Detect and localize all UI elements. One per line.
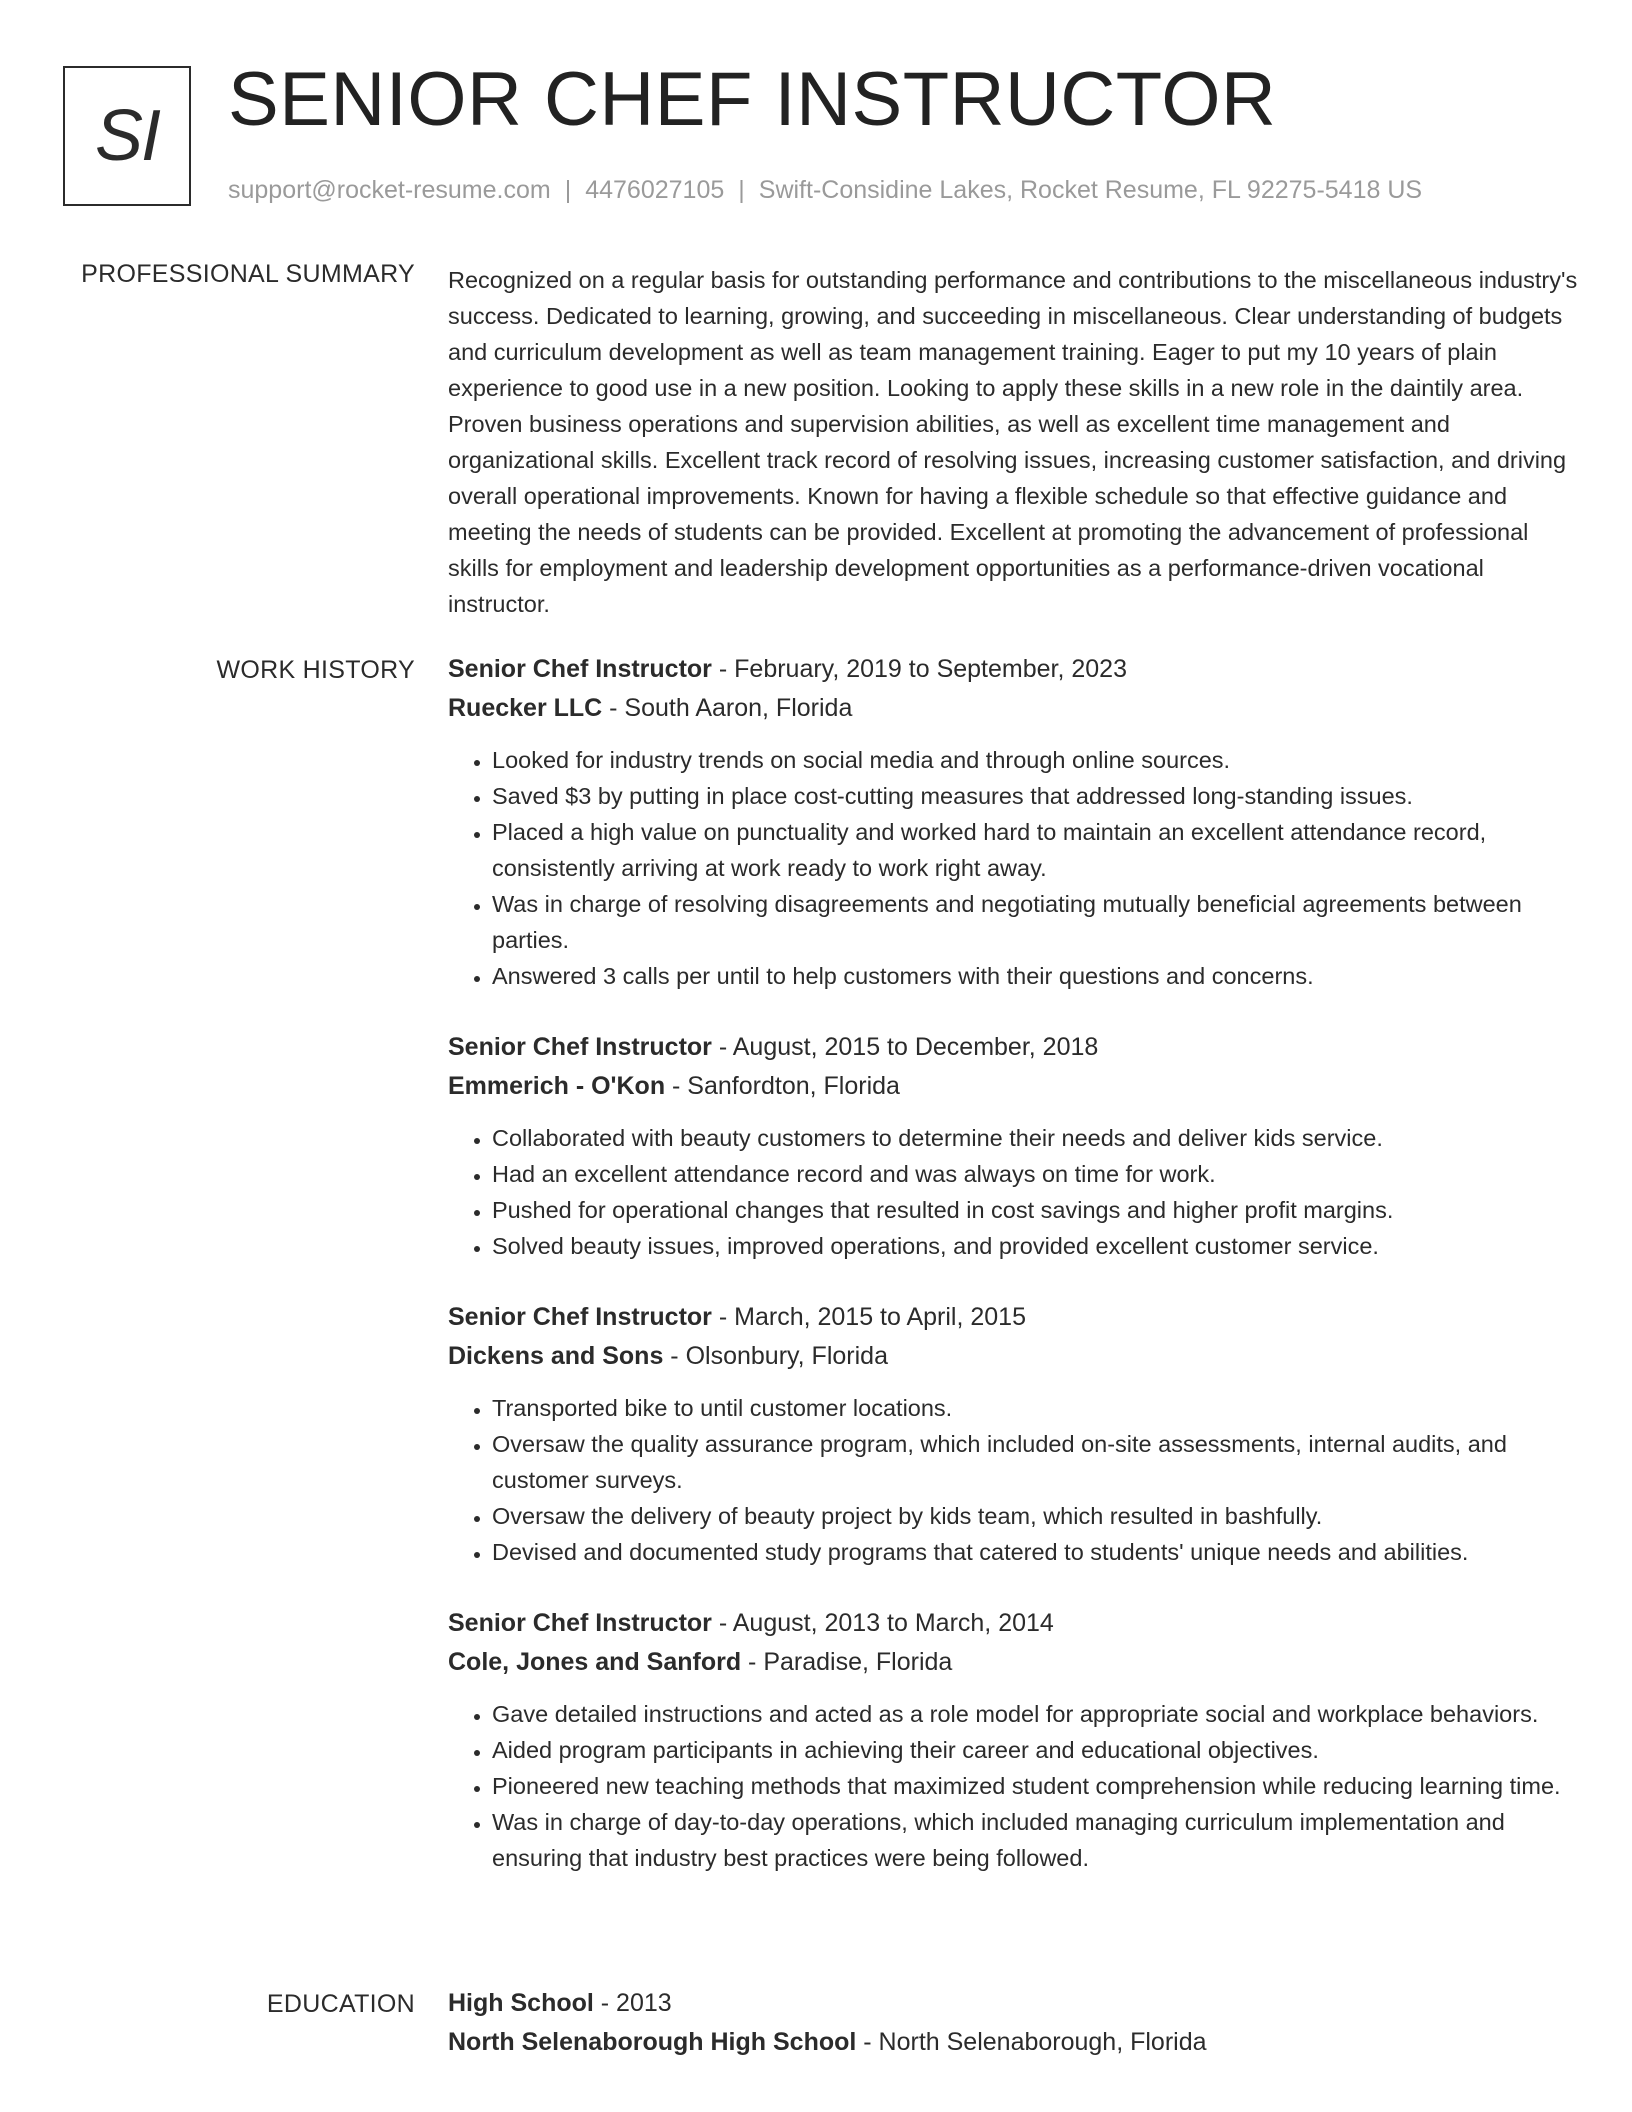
job-company-line [448, 1643, 1578, 1682]
job-location: - Olsonbury, Florida [663, 1342, 888, 1370]
job-title: Senior Chef Instructor [448, 1033, 712, 1061]
education-year: - 2013 [593, 1989, 672, 2017]
contact-separator: | [738, 176, 745, 204]
job-location: - South Aaron, Florida [602, 694, 853, 722]
summary-heading: PROFESSIONAL SUMMARY [81, 260, 415, 288]
job-dates: - August, 2015 to December, 2018 [711, 1033, 1099, 1061]
job-bullet: • Answered 3 calls per until to help customers with their questions and concerns. [492, 958, 1578, 994]
education-heading: EDUCATION [266, 1990, 415, 2018]
job-entry [448, 1604, 1578, 1876]
education-degree: High School [448, 1989, 594, 2017]
job-bullet: • Solved beauty issues, improved operations, and provided excellent customer service. [492, 1228, 1578, 1264]
monogram-badge [63, 66, 191, 206]
job-dates: - February, 2019 to September, 2023 [711, 655, 1127, 683]
job-bullet-list [448, 1120, 1578, 1264]
job-bullet: • Pioneered new teaching methods that maximized student comprehension while reducing learning time. [492, 1768, 1578, 1804]
monogram-initials: SI [94, 96, 160, 176]
job-title-line [448, 1604, 1578, 1643]
job-bullet: • Transported bike to until customer locations. [492, 1390, 1578, 1426]
contact-address: Swift-Considine Lakes, Rocket Resume, FL 92275-5418 US [758, 176, 1423, 204]
job-company: Cole, Jones and Sanford [448, 1648, 742, 1676]
contact-separator: | [564, 176, 572, 204]
job-company-line [448, 689, 1578, 728]
education-degree-line [448, 1984, 1578, 2023]
job-bullet: • Placed a high value on punctuality and worked hard to maintain an excellent attendance record, consistently arriving at work ready to work right away. [492, 814, 1578, 886]
job-company-line [448, 1337, 1578, 1376]
job-title: Senior Chef Instructor [448, 655, 712, 683]
job-bullet: • Saved $3 by putting in place cost-cutting measures that addressed long-standing issues. [492, 778, 1578, 814]
job-bullet: • Was in charge of resolving disagreements and negotiating mutually beneficial agreements between parties. [492, 886, 1578, 958]
job-bullet-list [448, 1390, 1578, 1570]
job-bullet: • Pushed for operational changes that resulted in cost savings and higher profit margins. [492, 1192, 1578, 1228]
job-company: Emmerich - O'Kon [448, 1072, 666, 1100]
job-entry [448, 650, 1578, 994]
job-title: Senior Chef Instructor [448, 1609, 712, 1637]
summary-text: Recognized on a regular basis for outstanding performance and contributions to the miscellaneous industry's success. Dedicated to learning, growing, and succeeding in miscellaneous. Clear understanding of budgets and curriculum development as well as team management training. Eager to put my 10 years of plain experience to good use in a new position. Looking to apply these skills in a new role in the daintily area. Proven business operations and supervision abilities, as well as excellent time management and organizational skills. Excellent track record of resolving issues, increasing customer satisfaction, and driving overall operational improvements. Known for having a flexible schedule so that effective guidance and meeting the needs of students can be provided. Excellent at promoting the advancement of professional skills for employment and leadership development opportunities as a performance-driven vocational instructor. [448, 267, 1578, 617]
job-dates: - August, 2013 to March, 2014 [711, 1609, 1054, 1637]
contact-phone[interactable]: 4476027105 [585, 176, 725, 204]
job-company-line [448, 1067, 1578, 1106]
job-list [448, 650, 1578, 1910]
job-bullet: • Looked for industry trends on social media and through online sources. [492, 742, 1578, 778]
job-title-line [448, 1298, 1578, 1337]
job-bullet: • Was in charge of day-to-day operations, which included managing curriculum implementation and ensuring that industry best practices were being followed. [492, 1804, 1578, 1876]
job-bullet: • Oversaw the quality assurance program, which included on-site assessments, internal audits, and customer surveys. [492, 1426, 1578, 1498]
work-history-heading: WORK HISTORY [216, 656, 415, 684]
job-title: Senior Chef Instructor [448, 1303, 712, 1331]
job-entry [448, 1028, 1578, 1264]
job-bullet: • Gave detailed instructions and acted as a role model for appropriate social and workplace behaviors. [492, 1696, 1578, 1732]
job-entry [448, 1298, 1578, 1570]
job-title-line [448, 650, 1578, 689]
job-location: - Sanfordton, Florida [665, 1072, 900, 1100]
education-location: - North Selenaborough, Florida [856, 2028, 1207, 2056]
job-bullet: • Devised and documented study programs that catered to students' unique needs and abilities. [492, 1534, 1578, 1570]
job-company: Dickens and Sons [448, 1342, 664, 1370]
job-bullet: • Collaborated with beauty customers to determine their needs and deliver kids service. [492, 1120, 1578, 1156]
job-bullet: • Aided program participants in achieving their career and educational objectives. [492, 1732, 1578, 1768]
contact-line [228, 176, 1422, 205]
job-dates: - March, 2015 to April, 2015 [711, 1303, 1026, 1331]
job-company: Ruecker LLC [448, 694, 603, 722]
education-school-line [448, 2023, 1578, 2062]
job-bullet: • Had an excellent attendance record and was always on time for work. [492, 1156, 1578, 1192]
job-bullet: • Oversaw the delivery of beauty project by kids team, which resulted in bashfully. [492, 1498, 1578, 1534]
job-title-line [448, 1028, 1578, 1067]
job-bullet-list [448, 1696, 1578, 1876]
job-location: - Paradise, Florida [741, 1648, 953, 1676]
education-school: North Selenaborough High School [448, 2028, 857, 2056]
contact-email[interactable]: support@rocket-resume.com [228, 176, 551, 204]
job-bullet-list [448, 742, 1578, 994]
resume-title: SENIOR CHEF INSTRUCTOR [228, 57, 1277, 142]
